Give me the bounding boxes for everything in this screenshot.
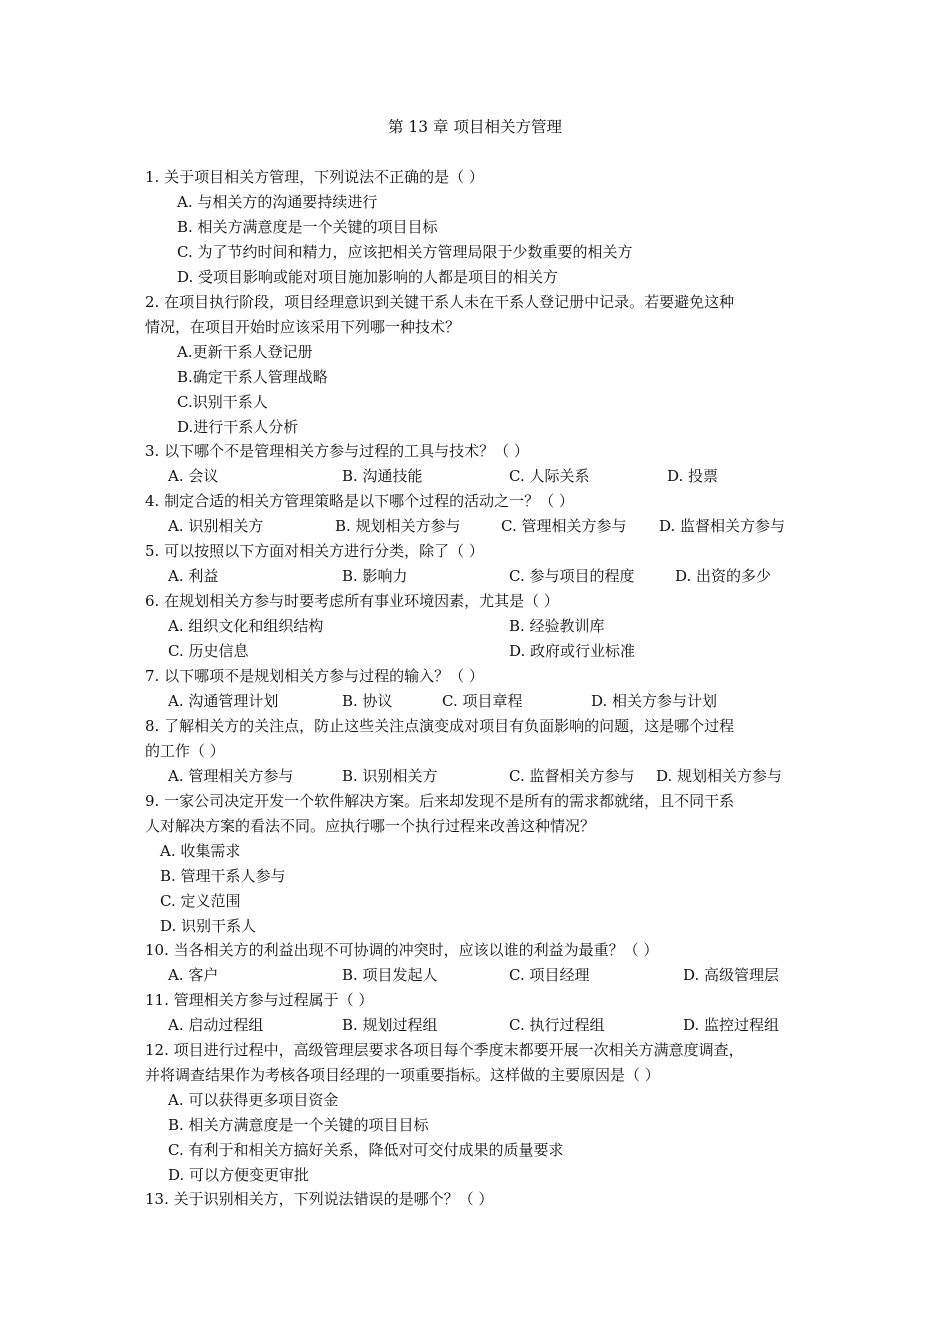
question-10-option-d: D. 高级管理层 — [683, 966, 780, 984]
question-9-option-a: A. 收集需求 — [160, 842, 241, 860]
question-5-stem: 5. 可以按照以下方面对相关方进行分类，除了（ ） — [145, 542, 484, 560]
question-3-option-a: A. 会议 — [168, 467, 219, 485]
question-11-option-a: A. 启动过程组 — [168, 1016, 264, 1034]
question-7-option-c: C. 项目章程 — [442, 692, 523, 710]
question-7-stem: 7. 以下哪项不是规划相关方参与过程的输入？（ ） — [145, 667, 484, 685]
question-4-stem: 4. 制定合适的相关方管理策略是以下哪个过程的活动之一？（ ） — [145, 492, 574, 510]
question-2-option-d: D.进行干系人分析 — [177, 418, 299, 436]
question-12-option-d: D. 可以方便变更审批 — [168, 1166, 310, 1184]
question-11-option-b: B. 规划过程组 — [342, 1016, 438, 1034]
question-4-option-d: D. 监督相关方参与 — [659, 517, 786, 535]
question-3-option-b: B. 沟通技能 — [342, 467, 423, 485]
question-8-option-b: B. 识别相关方 — [342, 767, 438, 785]
question-1-stem: 1. 关于项目相关方管理，下列说法不正确的是（ ） — [145, 168, 484, 186]
question-5-option-c: C. 参与项目的程度 — [509, 567, 635, 585]
question-4-option-a: A. 识别相关方 — [168, 517, 264, 535]
question-6-option-c: C. 历史信息 — [168, 642, 249, 660]
question-1-option-c: C. 为了节约时间和精力，应该把相关方管理局限于少数重要的相关方 — [177, 243, 633, 261]
question-12-option-b: B. 相关方满意度是一个关键的项目目标 — [168, 1116, 429, 1134]
question-6-option-b: B. 经验教训库 — [509, 617, 605, 635]
question-6-option-a: A. 组织文化和组织结构 — [168, 617, 324, 635]
question-10-stem: 10. 当各相关方的利益出现不可协调的冲突时，应该以谁的利益为最重？（ ） — [145, 941, 659, 959]
question-11-stem: 11. 管理相关方参与过程属于（ ） — [145, 991, 374, 1009]
question-9-option-b: B. 管理干系人参与 — [160, 867, 286, 885]
question-11-option-d: D. 监控过程组 — [683, 1016, 780, 1034]
question-12-stem-line-1: 12. 项目进行过程中，高级管理层要求各项目每个季度末都要开展一次相关方满意度调查， — [145, 1041, 744, 1059]
question-10-option-c: C. 项目经理 — [509, 966, 590, 984]
question-3-option-d: D. 投票 — [667, 467, 719, 485]
question-8-stem-line-2: 的工作（ ） — [145, 742, 225, 760]
question-2-stem-line-1: 2. 在项目执行阶段，项目经理意识到关键干系人未在干系人登记册中记录。若要避免这种 — [145, 293, 735, 311]
question-6-option-d: D. 政府或行业标准 — [509, 642, 636, 660]
question-2-option-b: B.确定干系人管理战略 — [177, 368, 328, 386]
question-12-option-a: A. 可以获得更多项目资金 — [168, 1091, 339, 1109]
question-8-option-d: D. 规划相关方参与 — [656, 767, 783, 785]
question-9-stem-line-2: 人对解决方案的看法不同。应执行哪一个执行过程来改善这种情况？ — [145, 817, 596, 835]
question-7-option-b: B. 协议 — [342, 692, 393, 710]
question-5-option-d: D. 出资的多少 — [675, 567, 772, 585]
question-2-option-c: C.识别干系人 — [177, 393, 268, 411]
question-12-option-c: C. 有利于和相关方搞好关系，降低对可交付成果的质量要求 — [168, 1141, 564, 1159]
question-7-option-a: A. 沟通管理计划 — [168, 692, 279, 710]
question-1-option-d: D. 受项目影响或能对项目施加影响的人都是项目的相关方 — [177, 268, 559, 286]
question-10-option-a: A. 客户 — [168, 966, 219, 984]
question-4-option-b: B. 规划相关方参与 — [335, 517, 461, 535]
question-10-option-b: B. 项目发起人 — [342, 966, 438, 984]
question-8-option-c: C. 监督相关方参与 — [509, 767, 635, 785]
question-12-stem-line-2: 并将调查结果作为考核各项目经理的一项重要指标。这样做的主要原因是（ ） — [145, 1066, 660, 1084]
question-7-option-d: D. 相关方参与计划 — [591, 692, 718, 710]
question-5-option-b: B. 影响力 — [342, 567, 408, 585]
question-9-option-c: C. 定义范围 — [160, 892, 241, 910]
question-6-stem: 6. 在规划相关方参与时要考虑所有事业环境因素，尤其是（ ） — [145, 592, 559, 610]
question-2-option-a: A.更新干系人登记册 — [177, 343, 313, 361]
question-4-option-c: C. 管理相关方参与 — [501, 517, 627, 535]
question-9-stem-line-1: 9. 一家公司决定开发一个软件解决方案。后来却发现不是所有的需求都就绪，且不同干系 — [145, 792, 735, 810]
question-3-option-c: C. 人际关系 — [509, 467, 590, 485]
question-8-option-a: A. 管理相关方参与 — [168, 767, 294, 785]
question-1-option-b: B. 相关方满意度是一个关键的项目目标 — [177, 218, 438, 236]
question-2-stem-line-2: 情况，在项目开始时应该采用下列哪一种技术？ — [145, 318, 461, 336]
question-1-option-a: A. 与相关方的沟通要持续进行 — [177, 193, 378, 211]
question-11-option-c: C. 执行过程组 — [509, 1016, 605, 1034]
chapter-title: 第 13 章 项目相关方管理 — [387, 118, 562, 136]
question-8-stem-line-1: 8. 了解相关方的关注点，防止这些关注点演变成对项目有负面影响的问题，这是哪个过程 — [145, 717, 735, 735]
question-3-stem: 3. 以下哪个不是管理相关方参与过程的工具与技术？（ ） — [145, 442, 529, 460]
question-9-option-d: D. 识别干系人 — [160, 917, 257, 935]
question-13-stem: 13. 关于识别相关方，下列说法错误的是哪个？（ ） — [145, 1190, 494, 1208]
question-5-option-a: A. 利益 — [168, 567, 219, 585]
